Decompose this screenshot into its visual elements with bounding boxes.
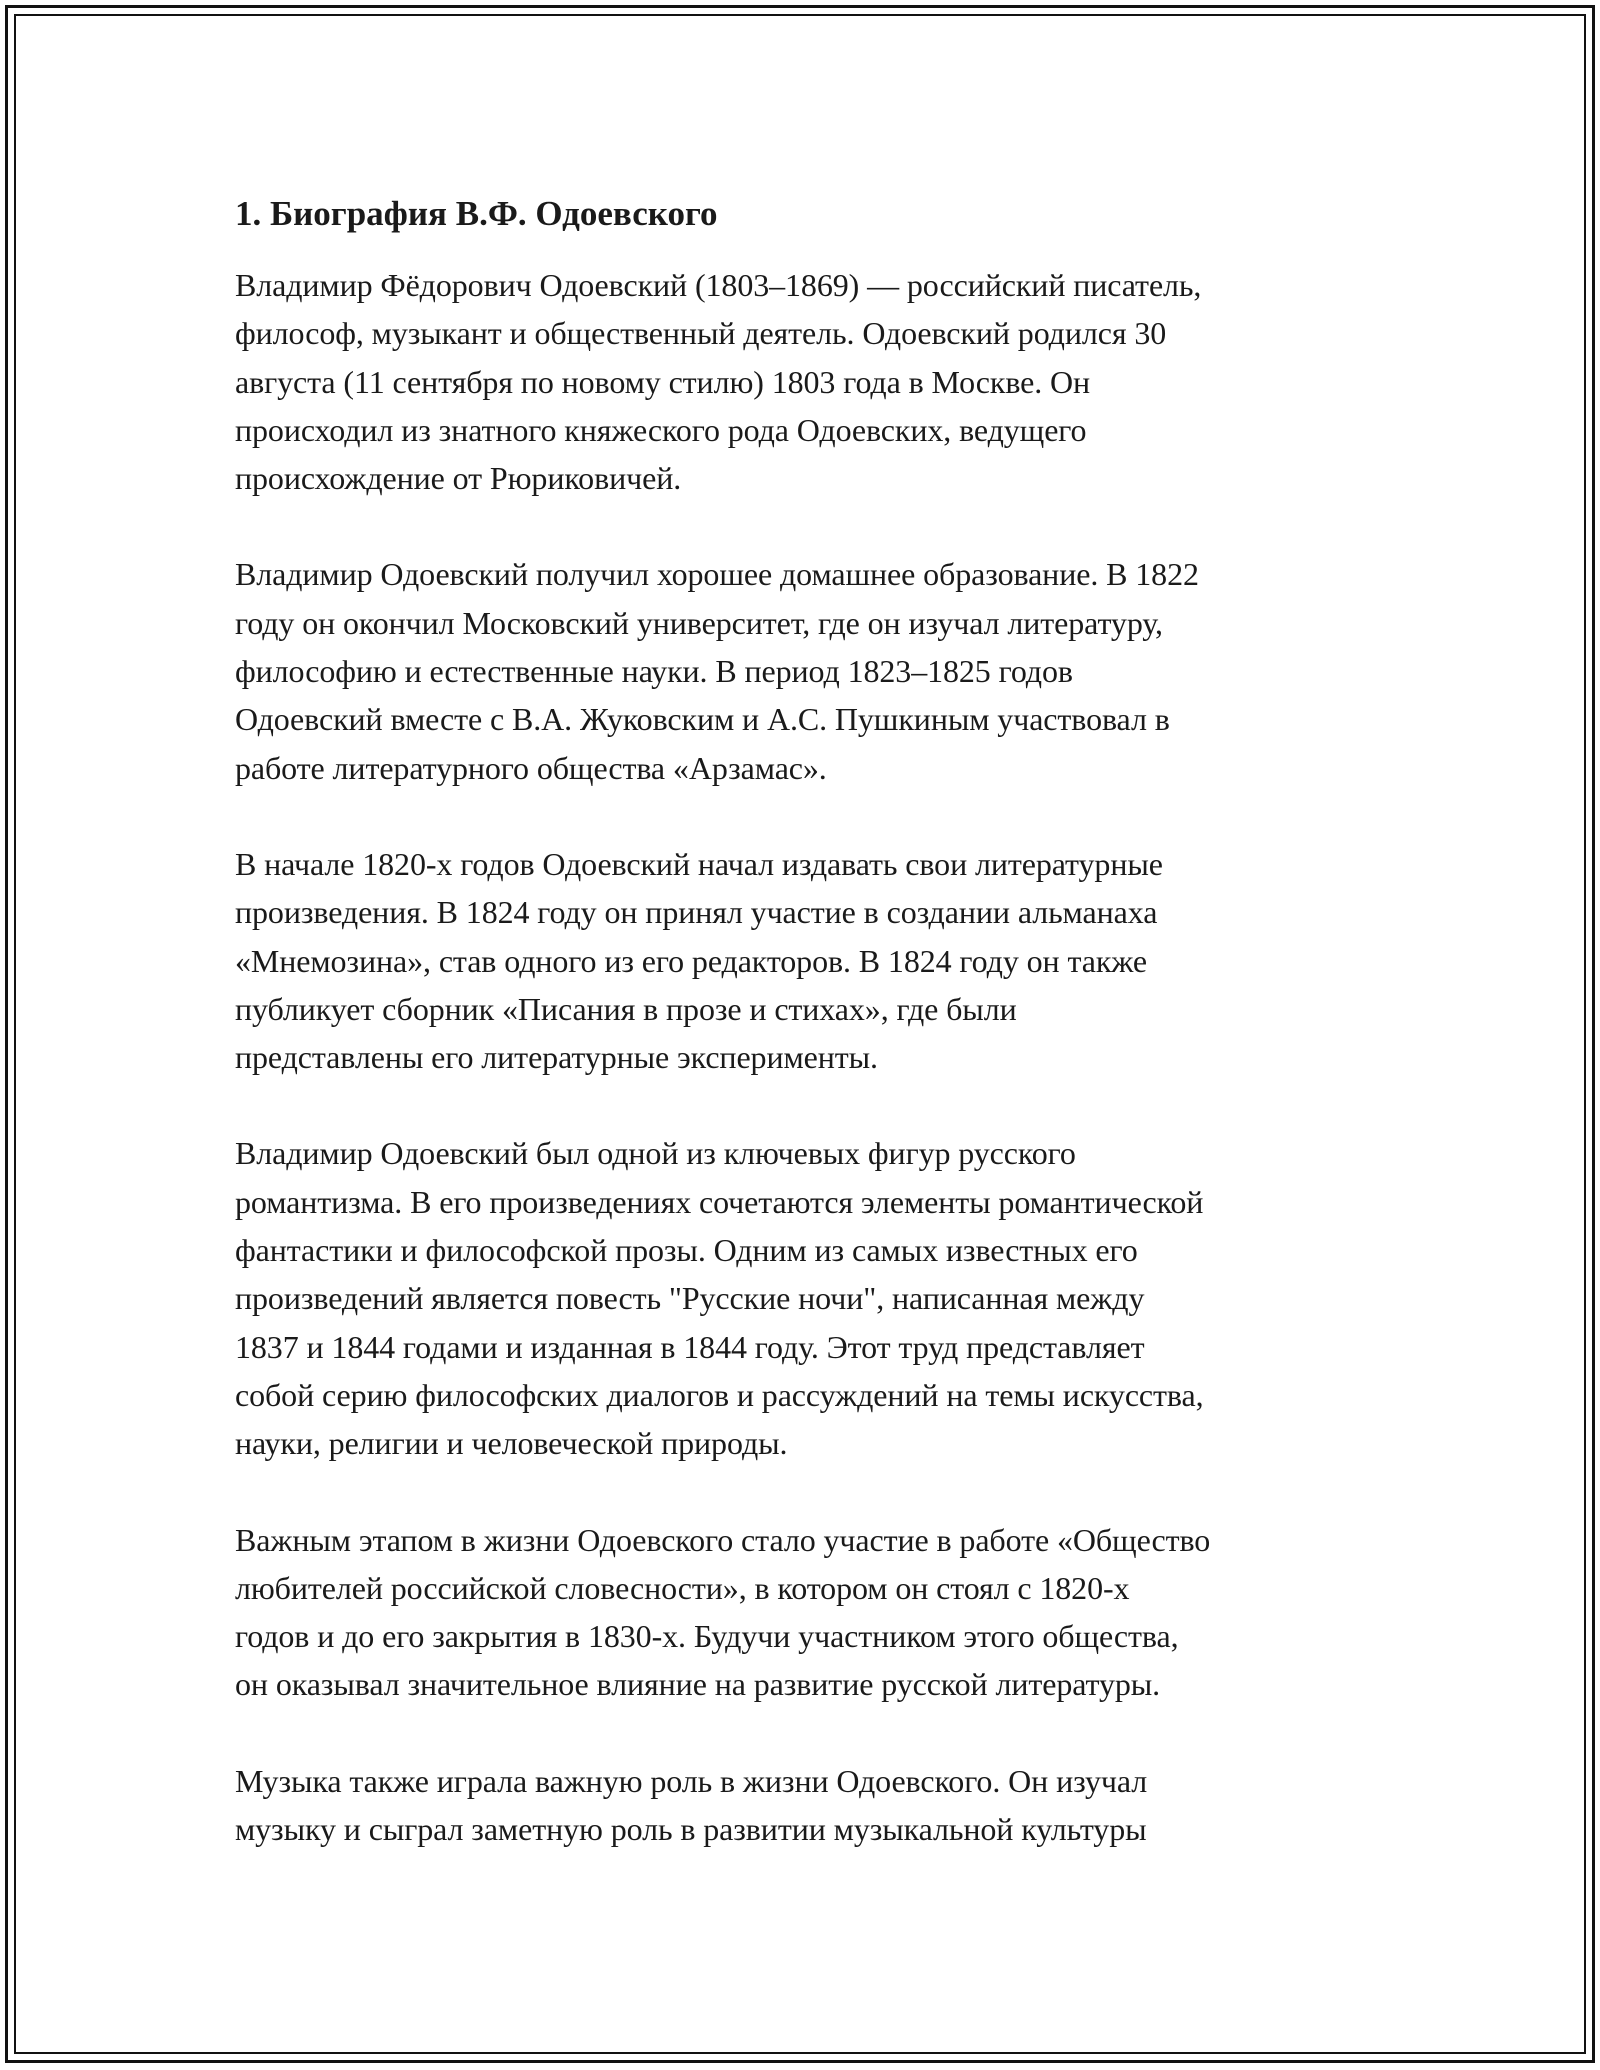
text-line: произведения. В 1824 году он принял участие в создании альманаха — [235, 894, 1158, 931]
paragraph-3 — [235, 840, 1375, 1081]
paragraph-1 — [235, 261, 1375, 502]
paragraph-4 — [235, 1129, 1375, 1467]
text-line: «Мнемозина», став одного из его редакторов. В 1824 году он также — [235, 942, 1147, 979]
text-line: философ, музыкант и общественный деятель. Одоевский родился 30 — [235, 315, 1167, 352]
text-line: Одоевский вместе с В.А. Жуковским и А.С. Пушкиным участвовал в — [235, 701, 1170, 738]
text-line: годов и до его закрытия в 1830-х. Будучи участником этого общества, — [235, 1618, 1179, 1655]
text-line: произведений является повесть "Русские ночи", написанная между — [235, 1280, 1145, 1317]
text-line: году он окончил Московский университет, где он изучал литературу, — [235, 604, 1163, 641]
paragraph-5 — [235, 1516, 1375, 1709]
text-line: Важным этапом в жизни Одоевского стало участие в работе «Общество — [235, 1521, 1211, 1558]
text-line: публикует сборник «Писания в прозе и стихах», где были — [235, 990, 1017, 1027]
text-line: романтизма. В его произведениях сочетаются элементы романтической — [235, 1183, 1204, 1220]
text-line: он оказывал значительное влияние на развитие русской литературы. — [235, 1666, 1161, 1703]
text-line: Владимир Фёдорович Одоевский (1803–1869) — российский писатель, — [235, 267, 1202, 303]
text-line: В начале 1820-х годов Одоевский начал издавать свои литературные — [235, 845, 1163, 882]
text-line: 1837 и 1844 годами и изданная в 1844 году. Этот труд представляет — [235, 1328, 1145, 1365]
text-line: происходил из знатного княжеского рода Одоевских, ведущего — [235, 411, 1087, 448]
text-line: работе литературного общества «Арзамас». — [235, 749, 827, 786]
text-line: Владимир Одоевский получил хорошее домашнее образование. В 1822 — [235, 556, 1199, 593]
text-line: музыку и сыграл заметную роль в развитии музыкальной культуры — [235, 1811, 1147, 1848]
text-line: науки, религии и человеческой природы. — [235, 1425, 788, 1462]
section-heading: 1. Биография В.Ф. Одоевского — [235, 194, 718, 233]
text-line: философию и естественные науки. В период 1823–1825 годов — [235, 653, 1073, 690]
text-line: фантастики и философской прозы. Одним из самых известных его — [235, 1232, 1138, 1269]
text-line: Музыка также играла важную роль в жизни Одоевского. Он изучал — [235, 1762, 1148, 1799]
paragraph-6 — [235, 1757, 1375, 1854]
text-line: августа (11 сентября по новому стилю) 1803 года в Москве. Он — [235, 363, 1091, 400]
text-line: происхождение от Рюриковичей. — [235, 460, 682, 497]
text-line: Владимир Одоевский был одной из ключевых фигур русского — [235, 1135, 1076, 1172]
text-line: собой серию философских диалогов и рассуждений на темы искусства, — [235, 1376, 1204, 1413]
text-line: представлены его литературные эксперименты. — [235, 1039, 878, 1076]
document-body — [235, 187, 1375, 1901]
text-line: любителей российской словесности», в котором он стоял с 1820-х — [235, 1569, 1130, 1606]
paragraph-2 — [235, 550, 1375, 791]
